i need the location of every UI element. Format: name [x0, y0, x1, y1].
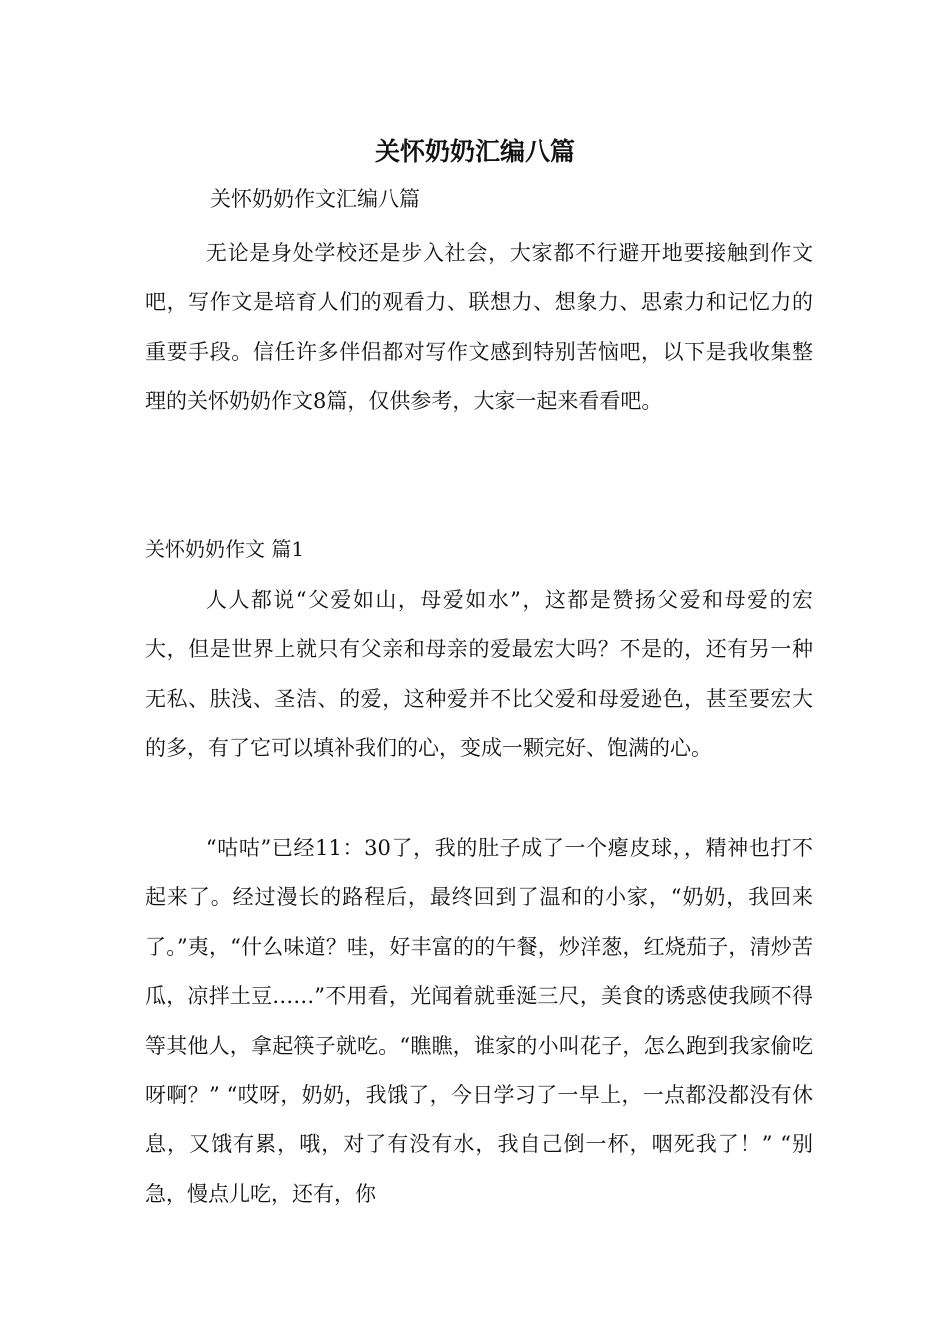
body-paragraph-2: “咕咕”已经11：30了，我的肚子成了一个瘪皮球，，精神也打不起来了。经过漫长的路程后，最终回到了温和的小家，“奶奶，我回来了。”夷，“什么味道？哇，好丰富的的午餐，炒洋葱，红烧茄子，清炒苦瓜，凉拌土豆……”不用看，光闻着就垂涎三尺，美食的诱惑使我顾不得等其他人，拿起筷子就吃。“瞧瞧，谁家的小叫花子，怎么跑到我家偷吃呀啊？” “哎呀，奶奶，我饿了，今日学习了一早上，一点都没都没有休息，又饿有累，哦，对了有没有水，我自己倒一杯，咽死我了！” “别急，慢点儿吃，还有，你 [145, 836, 813, 1206]
section-heading: 关怀奶奶作文 篇1 [145, 537, 305, 561]
document-subtitle: 关怀奶奶作文汇编八篇 [210, 187, 420, 211]
body-paragraph-1: 人人都说“父爱如山，母爱如水”，这都是赞扬父爱和母爱的宏大，但是世界上就只有父亲和母亲的爱最宏大吗？不是的，还有另一种无私、肤浅、圣洁、的爱，这种爱并不比父爱和母爱逊色，甚至要宏大的多，有了它可以填补我们的心，变成一颗完好、饱满的心。 [145, 588, 813, 761]
document-title: 关怀奶奶汇编八篇 [374, 137, 575, 166]
intro-paragraph: 无论是身处学校还是步入社会，大家都不行避开地要接触到作文吧，写作文是培育人们的观看力、联想力、想象力、思索力和记忆力的重要手段。信任许多伴侣都对写作文感到特别苦恼吧，以下是我收集整理的关怀奶奶作文8篇，仅供参考，大家一起来看看吧。 [145, 241, 813, 414]
